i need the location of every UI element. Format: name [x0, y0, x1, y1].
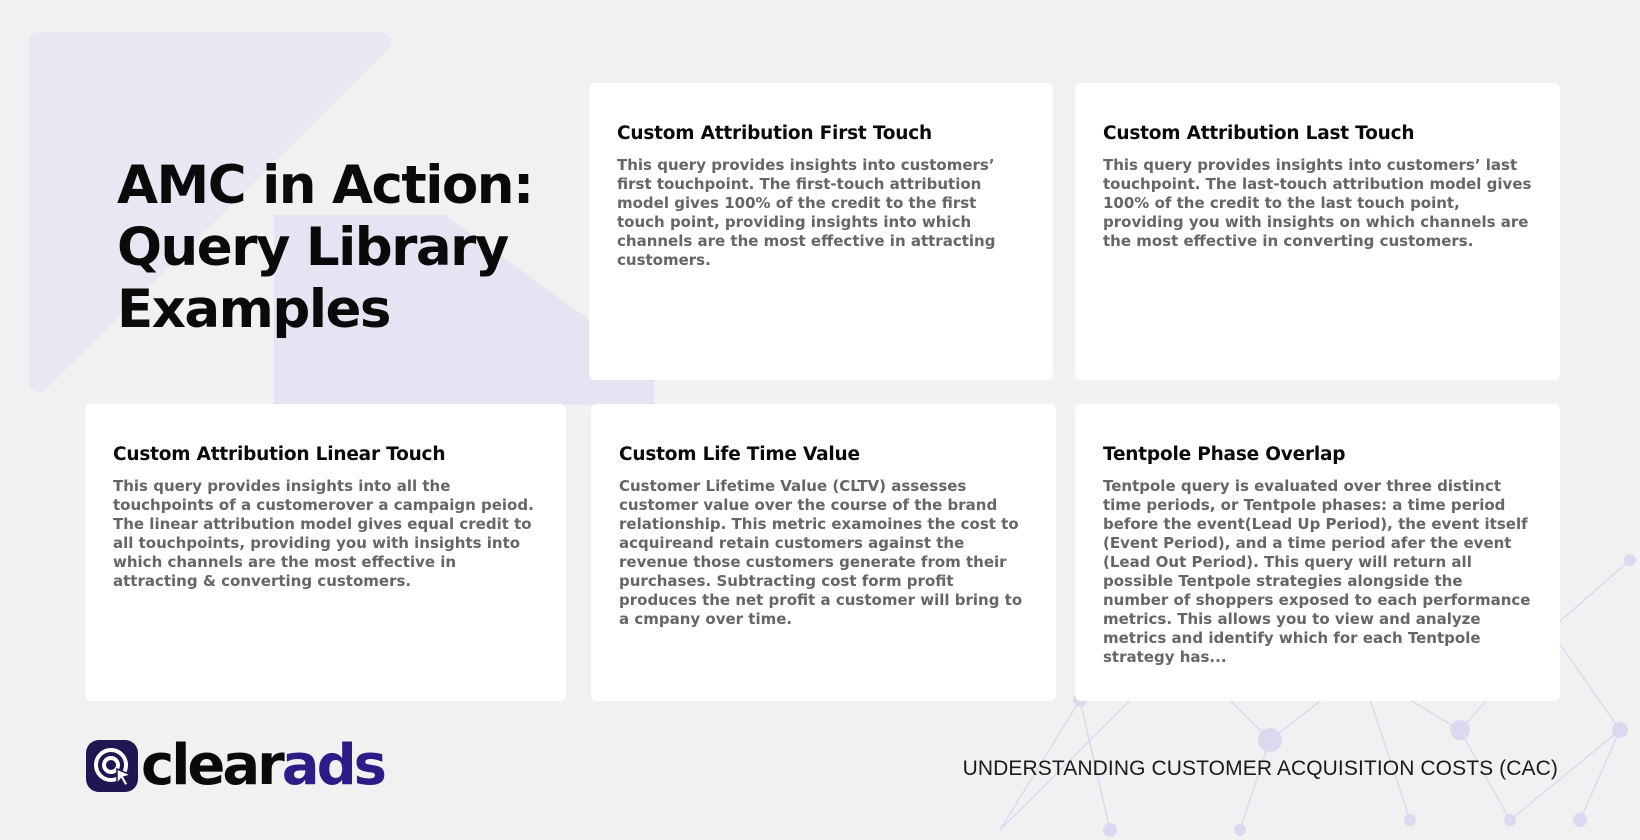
card-title: Custom Life Time Value: [619, 444, 860, 465]
logo-wordmark-part1: clear: [141, 733, 282, 798]
logo-wordmark-part2: ads: [281, 733, 384, 798]
card-title: Custom Attribution Last Touch: [1103, 123, 1415, 144]
logo-wordmark: [141, 733, 384, 798]
title-line-3: Examples: [117, 279, 390, 340]
card-title: Custom Attribution Linear Touch: [113, 444, 446, 465]
card-first-touch: [589, 83, 1053, 380]
card-body: This query provides insights into customers’ last touchpoint. The last-touch attribution model gives 100% of the credit to the last touch point, providing you with insights on which channels are the most effective in converting customers.: [1103, 156, 1532, 250]
page-title: [117, 155, 533, 341]
title-line-2: Query Library: [117, 217, 508, 278]
card-body: This query provides insights into all the touchpoints of a customerover a campaign peiod. The linear attribution model gives equal credit to all touchpoints, providing you with insights into which channels are the most effective in attracting & converting customers.: [113, 477, 534, 590]
card-body: Customer Lifetime Value (CLTV) assesses customer value over the course of the brand relationship. This metric examoines the cost to acquireand retain customers against the revenue those customers generate from their purchases. Subtracting cost form profit produces the net profit a customer will bring to a cmpany over time.: [619, 477, 1023, 628]
at-cursor-icon: [86, 740, 138, 792]
clearads-logo: [86, 733, 384, 798]
footer-caption: UNDERSTANDING CUSTOMER ACQUISITION COSTS (CAC): [962, 757, 1558, 780]
card-body: Tentpole query is evaluated over three distinct time periods, or Tentpole phases: a time period before the event(Lead Up Period), the event itself (Event Period), and a time period afer the event (Lead Out Period). This query will return all possible Tentpole strategies alongside the number of shoppers exposed to each performance metrics. This allows you to view and analyze metrics and identify which for each Tentpole strategy has...: [1103, 477, 1531, 666]
card-linear-touch: [85, 404, 566, 701]
card-tentpole: [1075, 404, 1560, 701]
card-body: This query provides insights into customers’ first touchpoint. The first-touch attribution model gives 100% of the credit to the first touch point, providing insights into which channels are the most effective in attracting customers.: [617, 156, 996, 269]
card-last-touch: [1075, 83, 1560, 380]
title-line-1: AMC in Action:: [117, 155, 533, 216]
card-title: Custom Attribution First Touch: [617, 123, 932, 144]
card-title: Tentpole Phase Overlap: [1103, 444, 1346, 465]
card-lifetime-value: [591, 404, 1056, 701]
